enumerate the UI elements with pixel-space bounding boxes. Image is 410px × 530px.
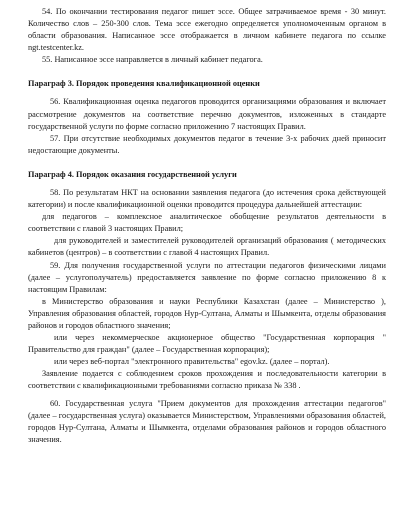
paragraph-57: 57. При отсутствие необходимых документов педагог в течение 3-х рабочих дней приносит недостающие документы. [28,133,386,155]
paragraph-55: 55. Написанное эссе направляется в личный кабинет педагога. [42,55,263,65]
paragraph-59-item-portal: или через веб-портал "электронного правительства" egov.kz. (далее – портал). [54,357,330,367]
paragraph-59: 59. Для получения государственной услуги по аттестации педагогов физическими лицами (далее – услугополучатель) предоставляется заявление по форме согласно приложению 8 к настоящим Правилам: [28,260,386,294]
paragraph-59-application-note: Заявление подается с соблюдением сроков прохождения и последовательности категории в соответствии с квалификационными требованиями согласно приказа № 338 . [28,369,386,391]
paragraph-58: 58. По результатам НКТ на основании заявления педагога (до истечения срока действующей категории) и после квалификационной оценки проводится процедура дальнейшей аттестации: [28,187,386,210]
paragraph-56: 56. Квалификационная оценка педагогов проводится организациями образования и включает рассмотрение документов на соответствие перечню документов, изложенных в стандарте государственной услуги по форме согласно приложению 7 настоящих Правил. [28,97,386,131]
paragraph-58-item-teachers: для педагогов – комплексное аналитическое обобщение результатов деятельности в соответствии с главой 3 настоящих Правил; [28,212,386,234]
paragraph-60: 60. Государственная услуга "Прием документов для прохождения аттестации педагогов" (далее – государственная услуга) оказывается Министерством, Управлениями образования областей, городов Нур-Султана, Алматы и Шымкента, отделами образования районов и городов областного значения. [28,398,386,444]
paragraph-59-item-state-corporation: или через некоммерческое акционерное общество "Государственная корпорация " Правительство для граждан" (далее – Государственная корпорация); [28,333,386,355]
paragraph-58-item-heads: для руководителей и заместителей руководителей организаций образования ( методических кабинетов (центров) – в соответствии с главой 4 настоящих Правил. [28,236,386,258]
section-heading-4: Параграф 4. Порядок оказания государственной услуги [28,169,237,179]
paragraph-54: 54. По окончании тестирования педагог пишет эссе. Общее затрачиваемое время - 30 минут. Количество слов – 250-300 слов. Тема эссе ежегодно определяется уполномоченным органом в области образования. Написанное эссе отображается в личном кабинете педагога по ссылке ngt.testcenter.kz. [28,7,386,53]
paragraph-59-item-ministry: в Министерство образования и науки Республики Казахстан (далее – Министерство ), Управления образования областей, городов Нур-Султана, Алматы и Шымкента, отделы образования районов и городов областного значения; [28,296,386,330]
section-heading-3: Параграф 3. Порядок проведения квалификационной оценки [28,79,260,89]
